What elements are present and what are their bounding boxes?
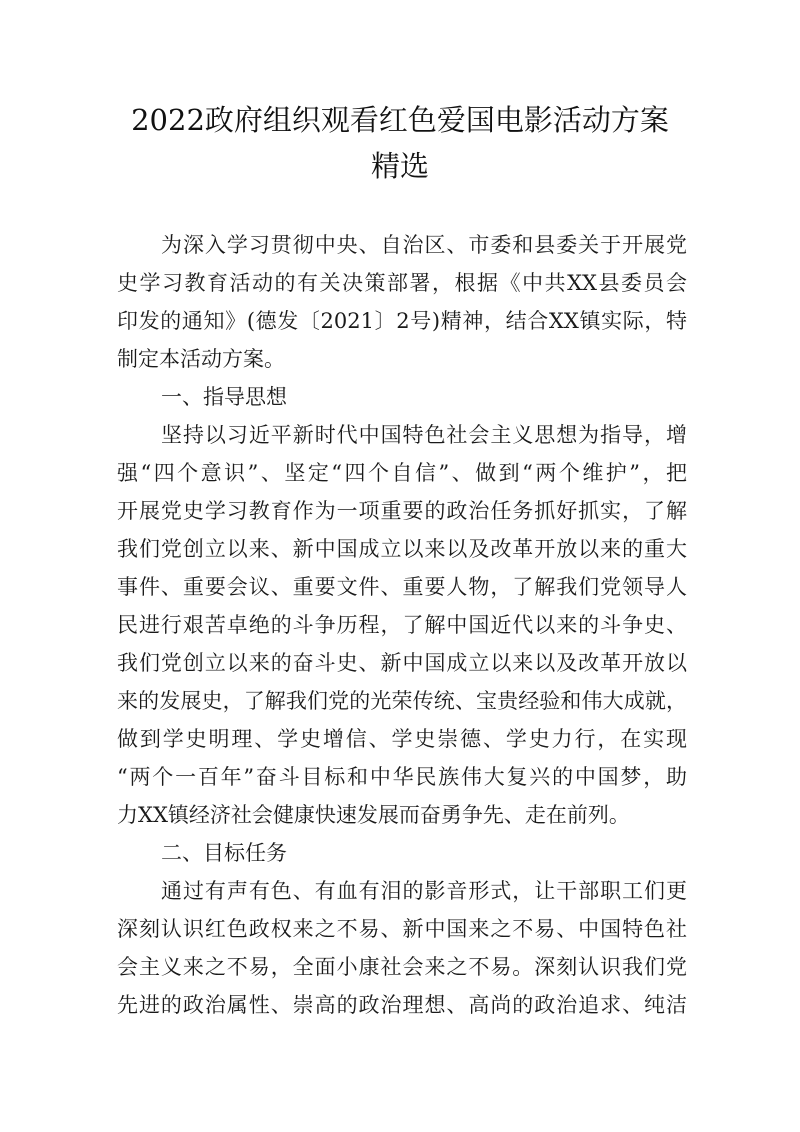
body-line: 民进行艰苦卓绝的斗争历程，了解中国近代以来的斗争史、 [117, 613, 687, 637]
body-line: 坚持以习近平新时代中国特色社会主义思想为指导，增 [161, 423, 687, 447]
body-line: 我们党创立以来、新中国成立以来以及改革开放以来的重大 [117, 537, 687, 561]
body-line: “两个一百年”奋斗目标和中华民族伟大复兴的中国梦，助 [117, 765, 687, 789]
body-line: 会主义来之不易，全面小康社会来之不易。深刻认识我们党 [117, 955, 687, 979]
section-heading: 二、目标任务 [161, 841, 287, 865]
body-line: 通过有声有色、有血有泪的影音形式，让干部职工们更 [161, 879, 687, 903]
body-line: 我们党创立以来的奋斗史、新中国成立以来以及改革开放以 [117, 651, 687, 675]
document-title-line-1: 2022政府组织观看红色爱国电影活动方案 [131, 103, 669, 137]
document-title-line-2: 精选 [370, 149, 429, 183]
body-line: 做到学史明理、学史增信、学史崇德、学史力行，在实现 [117, 727, 687, 751]
body-line: 先进的政治属性、崇高的政治理想、高尚的政治追求、纯洁 [117, 993, 687, 1017]
body-line: 深刻认识红色政权来之不易、新中国来之不易、中国特色社 [117, 917, 687, 941]
section-heading: 一、指导思想 [161, 385, 287, 409]
body-line: 强“四个意识”、坚定“四个自信”、做到“两个维护”，把 [117, 461, 687, 485]
body-line: 事件、重要会议、重要文件、重要人物，了解我们党领导人 [117, 575, 687, 599]
body-line: 开展党史学习教育作为一项重要的政治任务抓好抓实，了解 [117, 499, 687, 523]
body-line: 力XX镇经济社会健康快速发展而奋勇争先、走在前列。 [117, 803, 630, 827]
body-line: 史学习教育活动的有关决策部署，根据《中共XX县委员会 [117, 271, 687, 295]
body-line: 制定本活动方案。 [117, 347, 285, 371]
body-line: 来的发展史，了解我们党的光荣传统、宝贵经验和伟大成就， [117, 689, 687, 713]
body-line: 为深入学习贯彻中央、自治区、市委和县委关于开展党 [161, 233, 687, 257]
body-line: 印发的通知》(德发〔2021〕2号)精神，结合XX镇实际，特 [117, 309, 687, 333]
